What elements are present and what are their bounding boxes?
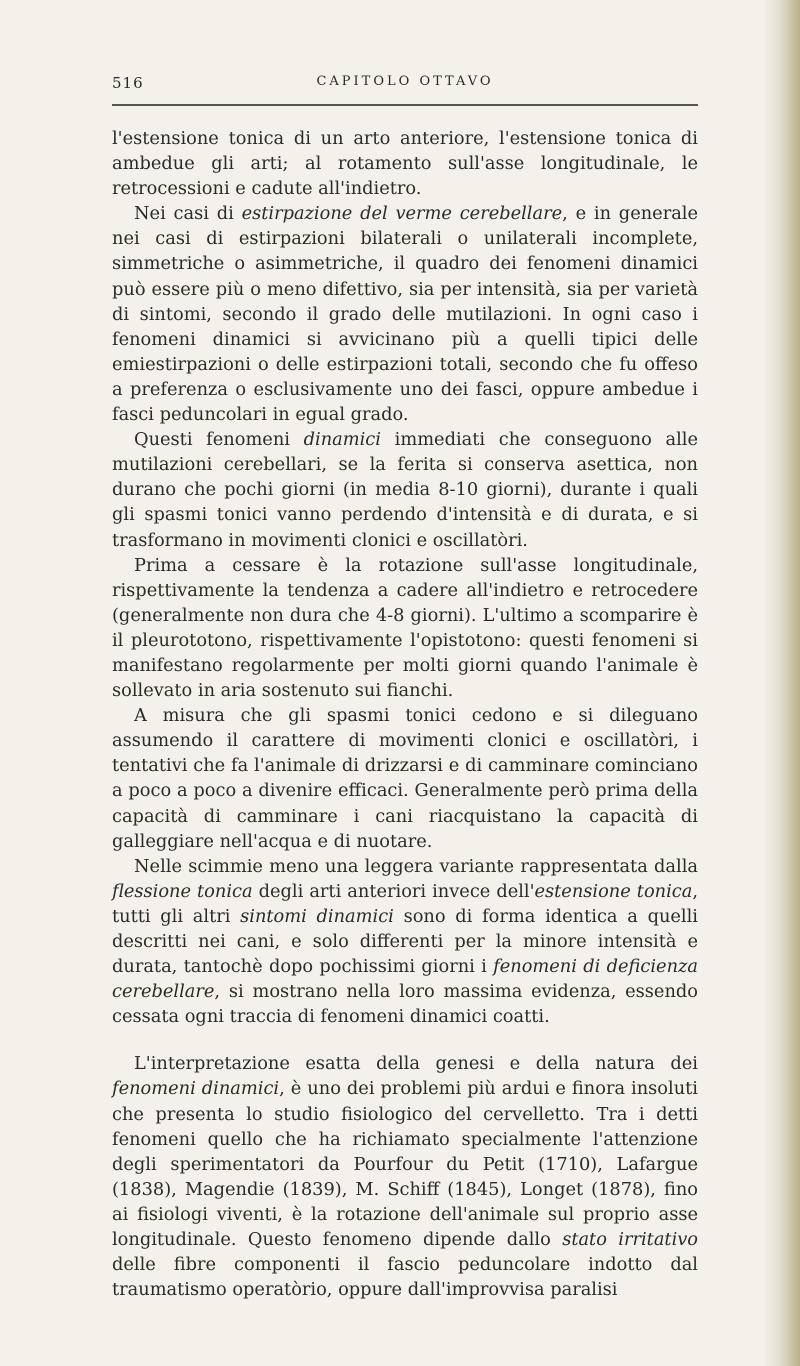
italic-text: flessione tonica bbox=[112, 880, 253, 902]
text-run: l'estensione tonica di un arto anteriore, l'estensione tonica di ambedue gli arti; al rotamento sull'asse longitudinale, le retrocessioni e cadute all'indietro. bbox=[112, 128, 698, 200]
paragraph bbox=[112, 553, 698, 704]
italic-text: fenomeni dinamici bbox=[112, 1078, 280, 1100]
text-run: Nelle scimmie meno una leggera variante rappresentata dalla bbox=[134, 855, 698, 877]
paragraph bbox=[112, 201, 698, 427]
text-run: , è uno dei problemi più ardui e finora insoluti che presenta lo studio fisiologico del cervelletto. Tra i detti fenomeni quello che ha richiamato specialmente l'attenzione degli sperimentatori da Pourfour du Petit (1710), Lafargue (1838), Magendie (1839), M. Schiff (1845), Longet (1878), fino ai fisiologi viventi, è la rotazione dell'animale sul proprio asse longitudinale. Questo fenomeno dipende dallo bbox=[112, 1078, 698, 1251]
paragraph bbox=[112, 1051, 698, 1302]
text-run: delle fibre componenti il fascio peduncolare indotto dal traumatismo operatòrio, oppure dall'improvvisa paralisi bbox=[112, 1254, 698, 1301]
italic-text: estirpazione del verme cerebellare bbox=[241, 203, 563, 225]
text-run: L'interpretazione esatta della genesi e della natura dei bbox=[134, 1053, 698, 1075]
italic-text: fenomeni di deficienza cerebellare bbox=[112, 956, 698, 1003]
italic-text: estensione tonica bbox=[534, 880, 693, 902]
text-run: sono di forma identica a quelli descritti nei cani, e solo differenti per la minore intensità e durata, tantochè dopo pochissimi giorni i bbox=[112, 905, 698, 978]
paragraph bbox=[112, 854, 698, 1030]
text-run: Nei casi di bbox=[134, 203, 242, 225]
body-text bbox=[112, 126, 698, 1302]
text-run: immediati che conseguono alle mutilazioni cerebellari, se la ferita si conserva asettica, non durano che pochi giorni (in media 8-10 giorni), durante i quali gli spasmi tonici vanno perdendo d'intensità e di durata, e si trasformano in movimenti clonici e oscillatòri. bbox=[112, 429, 698, 551]
page-header bbox=[112, 74, 698, 106]
paragraph bbox=[112, 703, 698, 854]
text-run: , e in generale nei casi di estirpazioni bilaterali o unilaterali incomplete, simmetriche o asimmetriche, il quadro dei fenomeni dinamici può essere più o meno difettivo, sia per intensità, sia per varietà di sintomi, secondo il grado delle mutilazioni. In ogni caso i fenomeni dinamici si avvicinano più a quelli tipici delle emiestirpazioni o delle estirpazioni totali, secondo che fu offeso a preferenza o esclusivamente uno dei fasci, oppure ambedue i fasci peduncolari in egual grado. bbox=[112, 203, 699, 426]
italic-text: dinamici bbox=[303, 429, 381, 451]
text-run: , si mostrano nella loro massima evidenza, essendo cessata ogni traccia di fenomeni dinamici coatti. bbox=[112, 981, 698, 1028]
text-run: Questi fenomeni bbox=[134, 429, 304, 451]
text-run: A misura che gli spasmi tonici cedono e si dileguano assumendo il carattere di movimenti clonici e oscillatòri, i tentativi che fa l'animale di drizzarsi e di camminare cominciano a poco a poco a divenire efficaci. Generalmente però prima della capacità di camminare i cani riacquistano la capacità di galleggiare nell'acqua e di nuotare. bbox=[112, 705, 698, 852]
text-run: Prima a cessare è la rotazione sull'asse longitudinale, rispettivamente la tendenza a cadere all'indietro e retrocedere (generalmente non dura che 4-8 giorni). L'ultimo a scomparire è il pleurototono, rispettivamente l'opistotono: questi fenomeni si manifestano regolarmente per molti giorni quando l'animale è sollevato in aria sostenuto sui fianchi. bbox=[112, 554, 698, 702]
paragraph bbox=[112, 427, 698, 552]
text-run: , tutti gli altri bbox=[112, 880, 699, 927]
page-edge-shadow bbox=[762, 0, 800, 1366]
running-head: CAPITOLO OTTAVO bbox=[316, 74, 494, 89]
paragraph bbox=[112, 126, 698, 201]
page-number: 516 bbox=[112, 74, 144, 92]
italic-text: sintomi dinamici bbox=[240, 905, 394, 927]
italic-text: stato irritativo bbox=[562, 1229, 699, 1251]
text-run: degli arti anteriori invece dell' bbox=[252, 880, 535, 902]
